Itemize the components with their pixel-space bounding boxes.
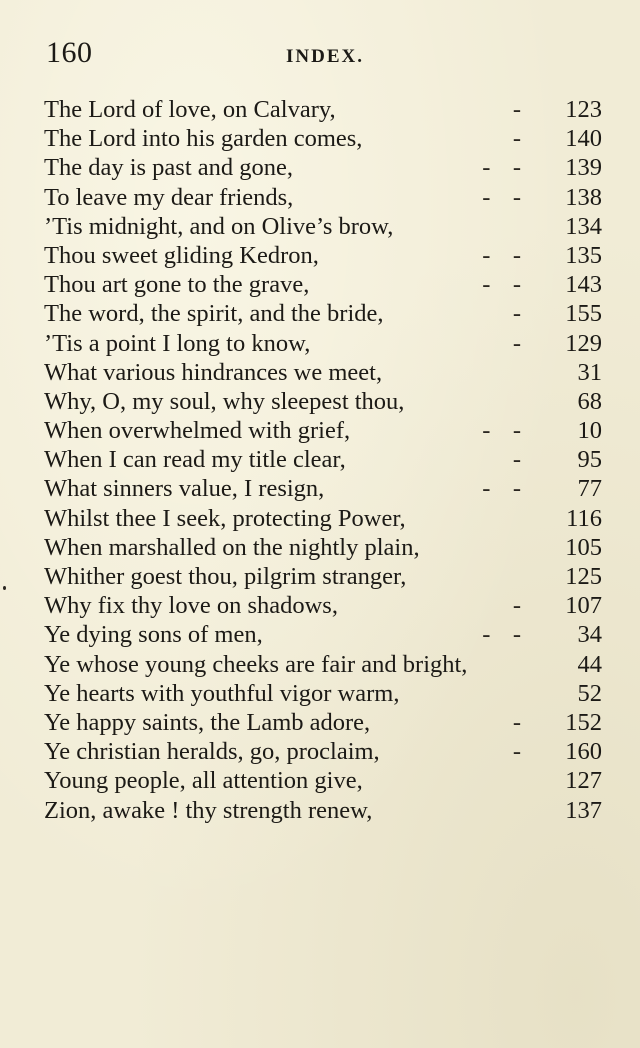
- entry-first-line: Ye happy saints, the Lamb adore,: [44, 708, 371, 736]
- index-entry: [44, 358, 604, 387]
- entry-page-number: 135: [565, 241, 602, 269]
- entry-first-line: The word, the spirit, and the bride,: [44, 300, 384, 328]
- entry-page-number: 95: [577, 446, 602, 474]
- entry-first-line: Zion, awake ! thy strength renew,: [44, 796, 373, 824]
- entry-leader-dashes: - -: [482, 621, 522, 649]
- index-entry: [44, 474, 604, 503]
- entry-page-number: 31: [577, 358, 602, 386]
- entry-page-number: 152: [565, 708, 602, 736]
- entry-page-number: 123: [565, 96, 602, 123]
- entry-first-line: To leave my dear friends,: [44, 183, 294, 211]
- index-entry: [44, 504, 604, 533]
- entry-page-number: 34: [577, 621, 602, 649]
- entry-first-line: Thou art gone to the grave,: [44, 271, 310, 299]
- index-entry: [44, 445, 604, 474]
- entry-leader-dashes: -: [512, 446, 522, 474]
- entry-leader-dashes: - -: [482, 475, 522, 503]
- index-entry: [44, 95, 604, 124]
- entry-first-line: When marshalled on the nightly plain,: [44, 533, 420, 561]
- index-entry: [44, 387, 604, 416]
- index-entry: [44, 212, 604, 241]
- entry-leader-dashes: -: [512, 329, 522, 357]
- index-entry: [44, 124, 604, 153]
- entry-page-number: 129: [565, 329, 602, 357]
- entry-first-line: Thou sweet gliding Kedron,: [44, 241, 319, 269]
- entry-first-line: The Lord into his garden comes,: [44, 125, 363, 153]
- running-head: INDEX.: [286, 46, 364, 67]
- entry-first-line: ’Tis midnight, and on Olive’s brow,: [44, 212, 394, 240]
- index-entry: [44, 766, 604, 795]
- entry-first-line: Whither goest thou, pilgrim stranger,: [44, 563, 407, 590]
- entry-first-line: Whilst thee I seek, protecting Power,: [44, 504, 406, 532]
- entry-leader-dashes: -: [512, 96, 522, 123]
- entry-leader-dashes: - -: [482, 241, 522, 269]
- entry-page-number: 52: [577, 679, 602, 707]
- entry-first-line: Why fix thy love on shadows,: [44, 592, 338, 620]
- entry-page-number: 105: [565, 533, 602, 561]
- entry-page-number: 107: [565, 592, 602, 620]
- page-number: 160: [46, 36, 93, 69]
- entry-page-number: 137: [565, 796, 602, 824]
- entry-page-number: 127: [565, 767, 602, 795]
- entry-page-number: 77: [577, 475, 602, 503]
- entry-first-line: Ye christian heralds, go, proclaim,: [44, 738, 380, 766]
- entry-leader-dashes: -: [512, 592, 522, 620]
- page-header: [46, 36, 586, 72]
- entry-leader-dashes: - -: [482, 154, 522, 182]
- entry-first-line: The day is past and gone,: [44, 154, 294, 182]
- entry-page-number: 44: [577, 650, 602, 678]
- entry-first-line: When I can read my title clear,: [44, 446, 346, 474]
- entry-leader-dashes: - -: [482, 183, 522, 211]
- index-entry: [44, 737, 604, 766]
- entry-first-line: Young people, all attention give,: [44, 767, 363, 795]
- entry-first-line: The Lord of love, on Calvary,: [44, 96, 336, 123]
- index-list: [44, 95, 604, 825]
- entry-leader-dashes: -: [512, 708, 522, 736]
- entry-leader-dashes: - -: [482, 417, 522, 445]
- index-entry: [44, 153, 604, 182]
- entry-first-line: ’Tis a point I long to know,: [44, 329, 311, 357]
- entry-first-line: What sinners value, I resign,: [44, 475, 325, 503]
- entry-leader-dashes: -: [512, 738, 522, 766]
- index-entry: [44, 620, 604, 649]
- entry-page-number: 139: [565, 154, 602, 182]
- entry-page-number: 134: [565, 212, 602, 240]
- index-entry: [44, 650, 604, 679]
- entry-page-number: 160: [565, 738, 602, 766]
- entry-first-line: Why, O, my soul, why sleepest thou,: [44, 387, 405, 415]
- index-entry: [44, 591, 604, 620]
- stray-ink-mark: [3, 586, 6, 590]
- entry-first-line: Ye dying sons of men,: [44, 621, 263, 649]
- entry-leader-dashes: -: [512, 300, 522, 328]
- entry-leader-dashes: - -: [482, 271, 522, 299]
- entry-page-number: 143: [565, 271, 602, 299]
- entry-leader-dashes: -: [512, 125, 522, 153]
- entry-first-line: Ye whose young cheeks are fair and bright,: [44, 650, 468, 678]
- index-entry: [44, 416, 604, 445]
- entry-page-number: 138: [565, 183, 602, 211]
- entry-page-number: 10: [577, 417, 602, 445]
- index-entry: [44, 183, 604, 212]
- index-entry: [44, 299, 604, 328]
- index-entry: [44, 796, 604, 825]
- entry-first-line: Ye hearts with youthful vigor warm,: [44, 679, 400, 707]
- entry-page-number: 140: [565, 125, 602, 153]
- entry-page-number: 116: [566, 504, 602, 532]
- entry-page-number: 68: [577, 387, 602, 415]
- entry-first-line: What various hindrances we meet,: [44, 358, 383, 386]
- entry-page-number: 155: [565, 300, 602, 328]
- index-entry: [44, 533, 604, 562]
- index-entry: [44, 241, 604, 270]
- index-entry: [44, 708, 604, 737]
- entry-first-line: When overwhelmed with grief,: [44, 417, 351, 445]
- index-entry: [44, 329, 604, 358]
- entry-page-number: 125: [565, 563, 602, 590]
- index-entry: [44, 562, 604, 591]
- index-entry: [44, 679, 604, 708]
- index-entry: [44, 270, 604, 299]
